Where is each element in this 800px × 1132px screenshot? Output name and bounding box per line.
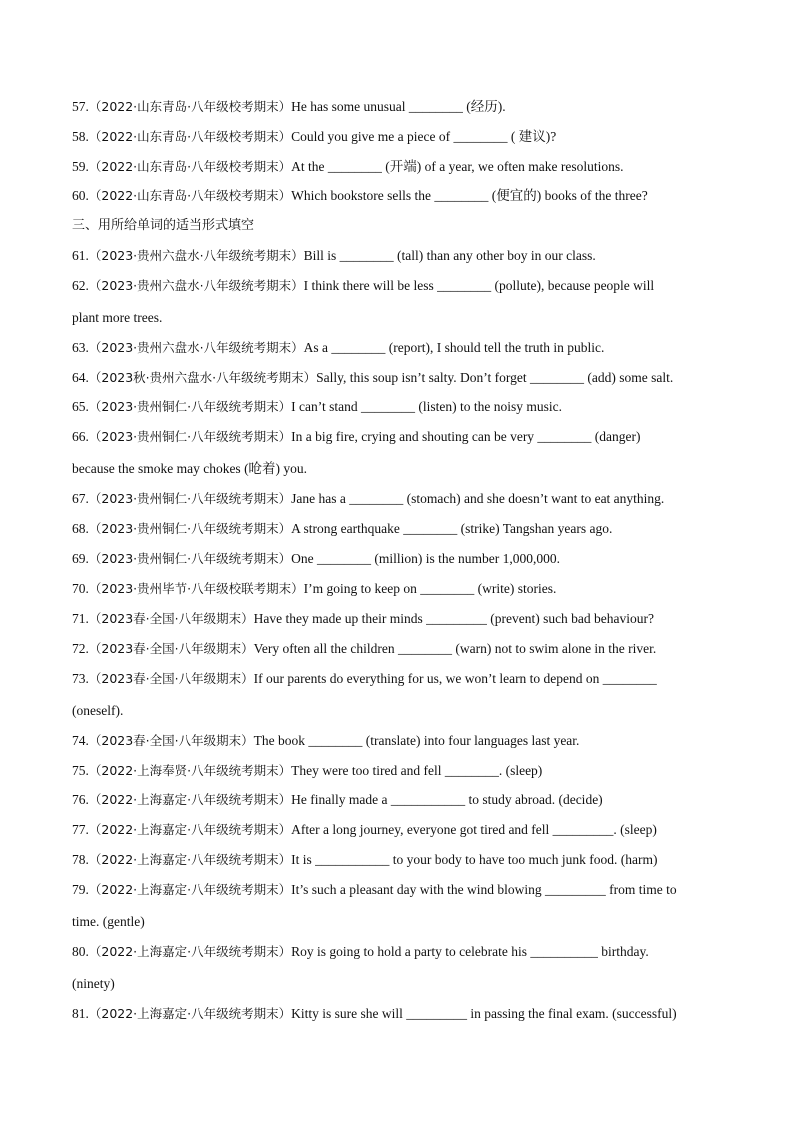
- question-71: [72, 611, 752, 627]
- question-number: 71.: [72, 611, 89, 626]
- question-number: 80.: [72, 944, 89, 959]
- question-text: I’m going to keep on ________ (write) stories.: [303, 581, 557, 596]
- question-source: （2023春·全国·八年级期末）: [88, 733, 254, 748]
- question-74: [72, 733, 752, 749]
- question-text: Jane has a ________ (stomach) and she doesn’t want to eat anything.: [291, 491, 665, 506]
- question-source: （2022·上海嘉定·八年级统考期末）: [88, 944, 292, 959]
- question-number: 73.: [72, 671, 89, 686]
- question-number: 70.: [72, 581, 89, 596]
- question-number: 63.: [72, 340, 89, 355]
- question-number: 76.: [72, 792, 89, 807]
- question-62-continued: plant more trees.: [72, 310, 163, 325]
- question-source: （2022·山东青岛·八年级校考期末）: [88, 99, 292, 114]
- question-number: 79.: [72, 882, 89, 897]
- question-text: He has some unusual ________ (经历).: [291, 99, 506, 114]
- question-65: [72, 399, 752, 415]
- section-title: 三、用所给单词的适当形式填空: [72, 218, 255, 233]
- question-64: [72, 370, 752, 386]
- question-text: They were too tired and fell ________. (sleep): [291, 763, 543, 778]
- question-57: [72, 99, 752, 115]
- question-80-continued: (ninety): [72, 976, 115, 991]
- question-62: [72, 278, 752, 294]
- question-61: [72, 248, 752, 264]
- question-text: As a ________ (report), I should tell the truth in public.: [303, 340, 605, 355]
- question-70: [72, 581, 752, 597]
- question-number: 78.: [72, 852, 89, 867]
- question-source: （2022·上海嘉定·八年级统考期末）: [88, 882, 292, 897]
- question-number: 59.: [72, 159, 89, 174]
- question-number: 62.: [72, 278, 89, 293]
- question-number: 60.: [72, 188, 89, 203]
- question-number: 58.: [72, 129, 89, 144]
- question-text: It is ___________ to your body to have too much junk food. (harm): [291, 852, 658, 867]
- question-source: （2023·贵州六盘水·八年级统考期末）: [88, 248, 304, 263]
- question-source: （2022·山东青岛·八年级校考期末）: [88, 129, 292, 144]
- question-text: If our parents do everything for us, we won’t learn to depend on ________: [253, 671, 657, 686]
- question-text: Sally, this soup isn’t salty. Don’t forget ________ (add) some salt.: [316, 370, 674, 385]
- question-text: At the ________ (开端) of a year, we often make resolutions.: [291, 159, 624, 174]
- question-number: 75.: [72, 763, 89, 778]
- question-source: （2023·贵州铜仁·八年级统考期末）: [88, 429, 292, 444]
- question-number: 66.: [72, 429, 89, 444]
- question-source: （2022·上海嘉定·八年级统考期末）: [88, 822, 292, 837]
- question-number: 74.: [72, 733, 89, 748]
- question-number: 77.: [72, 822, 89, 837]
- question-text: I can’t stand ________ (listen) to the noisy music.: [291, 399, 562, 414]
- question-text: Which bookstore sells the ________ (便宜的) books of the three?: [291, 188, 648, 203]
- question-60: [72, 188, 752, 204]
- question-69: [72, 551, 752, 567]
- question-number: 64.: [72, 370, 89, 385]
- question-source: （2022·上海嘉定·八年级统考期末）: [88, 1006, 292, 1021]
- question-59: [72, 159, 752, 175]
- question-source: （2023春·全国·八年级期末）: [88, 671, 254, 686]
- question-source: （2023·贵州铜仁·八年级统考期末）: [88, 491, 292, 506]
- question-number: 81.: [72, 1006, 89, 1021]
- question-text: The book ________ (translate) into four languages last year.: [253, 733, 580, 748]
- question-text: In a big fire, crying and shouting can be very ________ (danger): [291, 429, 641, 444]
- question-source: （2023·贵州铜仁·八年级统考期末）: [88, 399, 292, 414]
- question-66: [72, 429, 752, 445]
- question-text: Bill is ________ (tall) than any other boy in our class.: [303, 248, 596, 263]
- question-75: [72, 763, 752, 779]
- question-text: One ________ (million) is the number 1,000,000.: [291, 551, 560, 566]
- question-source: （2022·山东青岛·八年级校考期末）: [88, 188, 292, 203]
- question-source: （2023·贵州铜仁·八年级统考期末）: [88, 551, 292, 566]
- question-source: （2023·贵州毕节·八年级校联考期末）: [88, 581, 304, 596]
- question-source: （2023·贵州铜仁·八年级统考期末）: [88, 521, 292, 536]
- question-number: 67.: [72, 491, 89, 506]
- question-68: [72, 521, 752, 537]
- question-source: （2022·山东青岛·八年级校考期末）: [88, 159, 292, 174]
- question-text: After a long journey, everyone got tired and fell _________. (sleep): [291, 822, 657, 837]
- question-78: [72, 852, 752, 868]
- question-source: （2022·上海奉贤·八年级统考期末）: [88, 763, 292, 778]
- question-text: Have they made up their minds _________ (prevent) such bad behaviour?: [253, 611, 655, 626]
- question-text: I think there will be less ________ (pollute), because people will: [303, 278, 655, 293]
- question-text: Could you give me a piece of ________ ( 建议)?: [291, 129, 557, 144]
- question-77: [72, 822, 752, 838]
- question-source: （2022·上海嘉定·八年级统考期末）: [88, 852, 292, 867]
- question-source: （2023春·全国·八年级期末）: [88, 611, 254, 626]
- question-number: 57.: [72, 99, 89, 114]
- question-80: [72, 944, 752, 960]
- question-text: Kitty is sure she will _________ in passing the final exam. (successful): [291, 1006, 677, 1021]
- question-source: （2023·贵州六盘水·八年级统考期末）: [88, 340, 304, 355]
- question-72: [72, 641, 752, 657]
- question-73: [72, 671, 752, 687]
- question-text: It’s such a pleasant day with the wind blowing _________ from time to: [291, 882, 677, 897]
- question-number: 69.: [72, 551, 89, 566]
- question-79: [72, 882, 752, 898]
- question-81: [72, 1006, 752, 1022]
- question-text: Very often all the children ________ (warn) not to swim alone in the river.: [253, 641, 657, 656]
- question-number: 68.: [72, 521, 89, 536]
- question-63: [72, 340, 752, 356]
- question-number: 72.: [72, 641, 89, 656]
- question-76: [72, 792, 752, 808]
- question-66-continued: because the smoke may chokes (呛着) you.: [72, 461, 308, 476]
- question-number: 61.: [72, 248, 89, 263]
- question-73-continued: (oneself).: [72, 703, 124, 718]
- question-67: [72, 491, 752, 507]
- question-source: （2023春·全国·八年级期末）: [88, 641, 254, 656]
- question-text: A strong earthquake ________ (strike) Tangshan years ago.: [291, 521, 613, 536]
- question-58: [72, 129, 752, 145]
- question-source: （2022·上海嘉定·八年级统考期末）: [88, 792, 292, 807]
- question-text: Roy is going to hold a party to celebrate his __________ birthday.: [291, 944, 649, 959]
- question-source: （2023秋·贵州六盘水·八年级统考期末）: [88, 370, 317, 385]
- question-text: He finally made a ___________ to study abroad. (decide): [291, 792, 603, 807]
- question-79-continued: time. (gentle): [72, 914, 145, 929]
- question-source: （2023·贵州六盘水·八年级统考期末）: [88, 278, 304, 293]
- question-number: 65.: [72, 399, 89, 414]
